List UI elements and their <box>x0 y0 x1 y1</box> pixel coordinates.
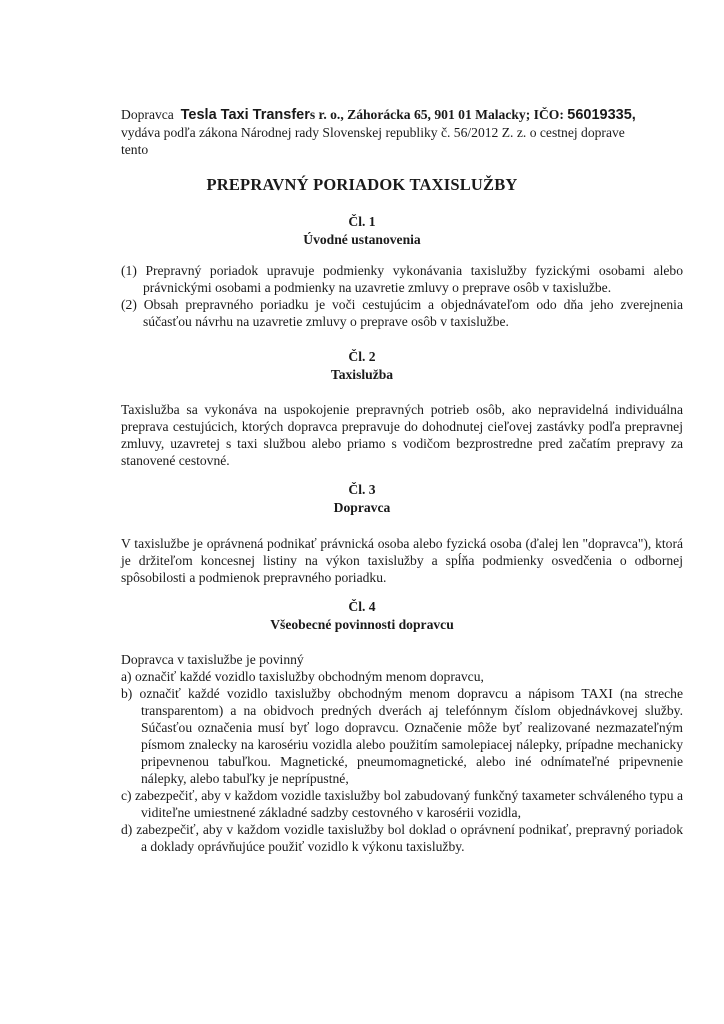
article-1-heading: Úvodné ustanovenia <box>303 232 421 247</box>
article-3-number: Čl. 3 <box>348 482 376 497</box>
article-2-number: Čl. 2 <box>348 349 376 364</box>
article-4-item-b: b) označiť každé vozidlo taxislužby obchodným menom dopravcu a nápisom TAXI (na streche transparentom) a na obidvoch predných dverách aj telefónnym číslom objednávkovej služby. Súčasťou označenia musí byť logo dopravcu. Označenie môže byť realizované nezmazateľným písmom znalecky na karosériu vozidla alebo použitím samolepiacej nálepky, prípadne mechanicky pripevnenou tabuľkou. Magnetické, pneumomagnetické, alebo iné odnímateľné pripevnenie nálepky, alebo tabuľky je neprípustné, <box>121 686 683 786</box>
article-4-intro: Dopravca v taxislužbe je povinný <box>121 652 304 667</box>
article-2-body: Taxislužba sa vykonáva na uspokojenie prepravných potrieb osôb, ako nepravidelná individuálna preprava cestujúcich, ktorých dopravca prepravuje do dohodnutej cieľovej zastávky podľa prepravnej zmluvy, uzavretej s taxi službou alebo priamo s vodičom bezprostredne pred začatím prepravy za stanovené cestovné. <box>121 402 683 468</box>
header-line-3: tento <box>121 142 149 157</box>
article-4-number: Čl. 4 <box>348 599 376 614</box>
article-1-paragraph-1: (1) Prepravný poriadok upravuje podmienky vykonávania taxislužby fyzickými osobami alebo právnickými osobami a podmienky na uzavretie zmluvy o preprave osôb v taxislužbe. <box>121 263 683 295</box>
article-3-heading: Dopravca <box>333 500 391 515</box>
article-4-item-a: a) označiť každé vozidlo taxislužby obchodným menom dopravcu, <box>121 669 484 684</box>
article-4-body <box>121 651 683 855</box>
article-4-item-c: c) zabezpečiť, aby v každom vozidle taxislužby bol zabudovaný funkčný taxameter schváleného typu a viditeľne umiestnené základné sadzby cestovného v karosérii vozidla, <box>121 788 683 820</box>
article-3-body: V taxislužbe je oprávnená podnikať právnická osoba alebo fyzická osoba (ďalej len "dopravca"), ktorá je držiteľom koncesnej listiny na výkon taxislužby a spĺňa podmienky osvedčenia o odbornej spôsobilosti a podmienok prepravného poriadku. <box>121 536 683 585</box>
company-details: s r. o., Záhorácka 65, 901 01 Malacky; IČO: <box>309 107 564 122</box>
header-prefix: Dopravca <box>121 107 174 122</box>
article-1-number: Čl. 1 <box>348 214 376 229</box>
article-1-paragraph-2: (2) Obsah prepravného poriadku je voči cestujúcim a objednávateľom odo dňa jeho zverejnenia súčasťou návrhu na uzavretie zmluvy o preprave osôb v taxislužbe. <box>121 297 683 329</box>
header-line-1 <box>121 106 683 124</box>
company-ico: 56019335, <box>567 107 636 123</box>
article-2-heading: Taxislužba <box>330 367 394 382</box>
document-header <box>121 106 683 158</box>
article-4-heading: Všeobecné povinnosti dopravcu <box>270 617 454 632</box>
company-name: Tesla Taxi Transfer <box>180 107 310 123</box>
article-1-body <box>121 262 683 330</box>
article-4-item-d: d) zabezpečiť, aby v každom vozidle taxislužby bol doklad o oprávnení podnikať, prepravný poriadok a doklady oprávňujúce použiť vozidlo k výkonu taxislužby. <box>121 822 683 854</box>
header-line-2: vydáva podľa zákona Národnej rady Slovenskej republiky č. 56/2012 Z. z. o cestnej doprave <box>121 125 625 140</box>
document-title: PREPRAVNÝ PORIADOK TAXISLUŽBY <box>206 175 518 194</box>
